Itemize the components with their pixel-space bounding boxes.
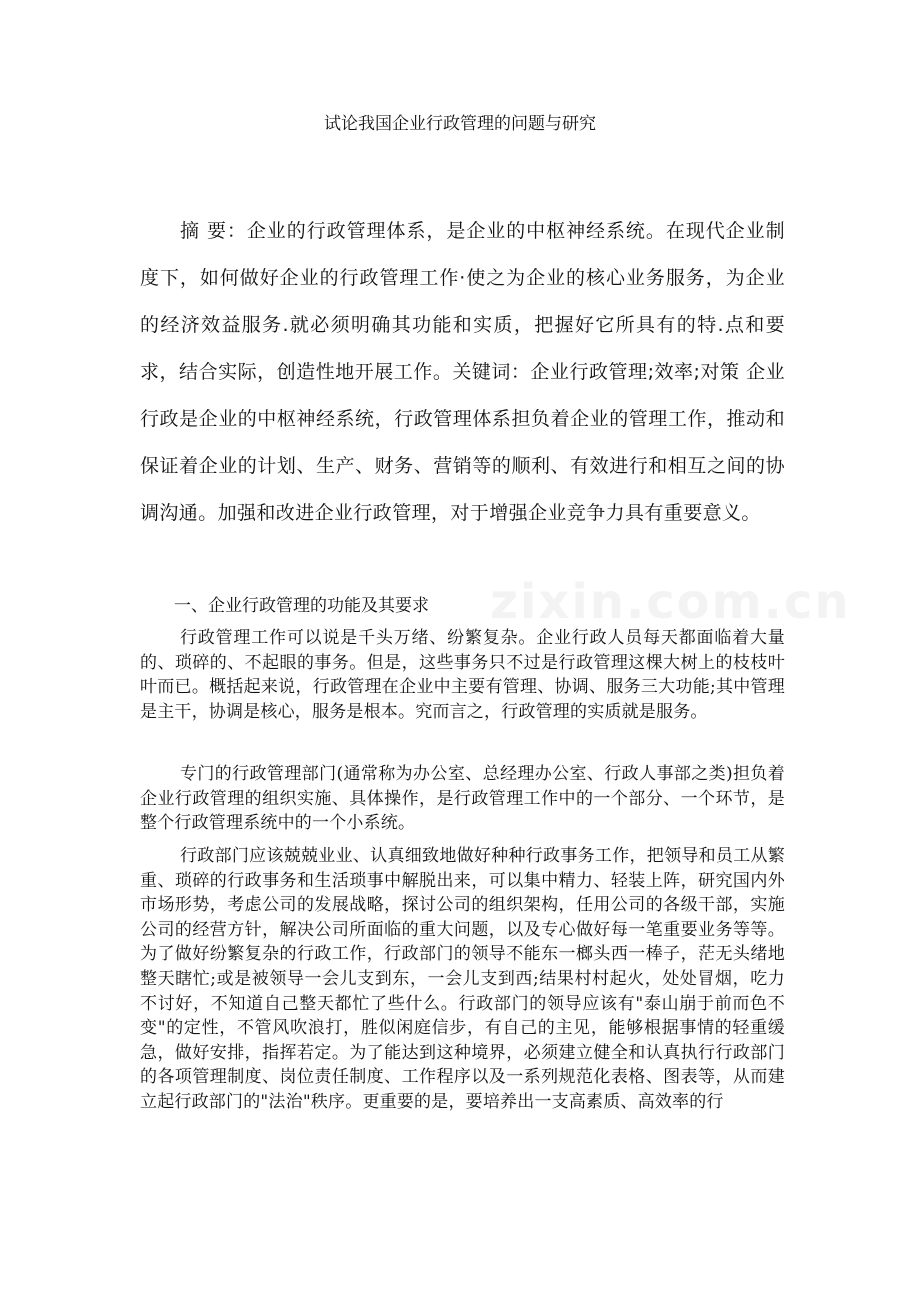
watermark: zixin.com.cn bbox=[490, 574, 851, 630]
body-paragraph-2: 专门的行政管理部门(通常称为办公室、总经理办公室、行政人事部之类)担负着企业行政管理的组织实施、具体操作，是行政管理工作中的一个部分、一个环节，是整个行政管理系统中的一个小系统。 bbox=[140, 764, 785, 834]
body-paragraph-3: 行政部门应该兢兢业业、认真细致地做好种种行政事务工作，把领导和员工从繁重、琐碎的行政事务和生活琐事中解脱出来，可以集中精力、轻装上阵，研究国内外市场形势，考虑公司的发展战略，探讨公司的组织架构，任用公司的各级干部，实施公司的经营方针，解决公司所面临的重大问题，以及专心做好每一笔重要业务等等。为了做好纷繁复杂的行政工作，行政部门的领导不能东一榔头西一棒子，茫无头绪地整天瞎忙;或是被领导一会儿支到东，一会儿支到西;结果村村起火，处处冒烟，吃力不讨好，不知道自己整天都忙了些什么。行政部门的领导应该有"泰山崩于前而色不变"的定性，不管风吹浪打，胜似闲庭信步，有自己的主见，能够根据事情的轻重缓急，做好安排，指挥若定。为了能达到这种境界，必须建立健全和认真执行行政部门的各项管理制度、岗位责任制度、工作程序以及一系列规范化表格、图表等，从而建立起行政部门的"法治"秩序。更重要的是，要培养出一支高素质、高效率的行 bbox=[140, 846, 785, 1112]
section-heading: 一、企业行政管理的功能及其要求 bbox=[174, 596, 429, 616]
body-paragraph-1: 行政管理工作可以说是千头万绪、纷繁复杂。企业行政人员每天都面临着大量的、琐碎的、不起眼的事务。但是，这些事务只不过是行政管理这棵大树上的枝枝叶叶而已。概括起来说，行政管理在企业中主要有管理、协调、服务三大功能;其中管理是主干，协调是核心，服务是根本。究而言之，行政管理的实质就是服务。 bbox=[140, 628, 785, 722]
abstract-paragraph: 摘 要：企业的行政管理体系，是企业的中枢神经系统。在现代企业制度下，如何做好企业的行政管理工作·使之为企业的核心业务服务，为企业的经济效益服务.就必须明确其功能和实质，把握好它所具有的特.点和要求，结合实际，创造性地开展工作。关键词：企业行政管理;效率;对策 企业行政是企业的中枢神经系统，行政管理体系担负着企业的管理工作，推动和保证着企业的计划、生产、财务、营销等的顺利、有效进行和相互之间的协调沟通。加强和改进企业行政管理，对于增强企业竞争力具有重要意义。 bbox=[140, 220, 785, 524]
document-title: 试论我国企业行政管理的问题与研究 bbox=[324, 114, 596, 134]
